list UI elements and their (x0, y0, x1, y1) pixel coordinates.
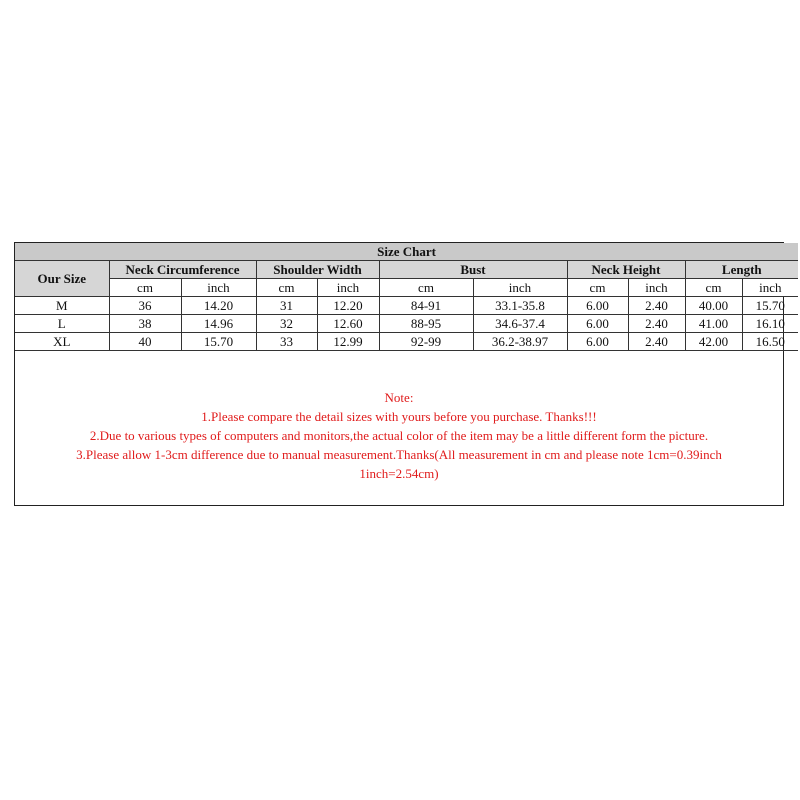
value-cell: 2.40 (628, 297, 685, 315)
value-cell: 15.70 (181, 333, 256, 351)
title-row (15, 243, 798, 261)
size-cell: XL (15, 333, 109, 351)
value-cell: 38 (109, 315, 181, 333)
shoulder-width-header: Shoulder Width (256, 261, 379, 279)
value-cell: 14.20 (181, 297, 256, 315)
value-cell: 41.00 (685, 315, 742, 333)
unit-cell: cm (567, 279, 628, 297)
value-cell: 92-99 (379, 333, 473, 351)
unit-cell: inch (317, 279, 379, 297)
value-cell: 88-95 (379, 315, 473, 333)
unit-row (15, 279, 798, 297)
value-cell: 33.1-35.8 (473, 297, 567, 315)
our-size-header: Our Size (15, 261, 109, 297)
table-row (15, 333, 798, 351)
value-cell: 12.20 (317, 297, 379, 315)
table-row (15, 315, 798, 333)
note-line-1: 1.Please compare the detail sizes with yours before you purchase. Thanks!!! (201, 409, 597, 424)
unit-cell: cm (685, 279, 742, 297)
note-heading: Note: (384, 390, 414, 405)
note-line-3: 3.Please allow 1-3cm difference due to manual measurement.Thanks(All measurement in cm and please note 1cm=0.39inch (76, 447, 722, 462)
bust-header: Bust (379, 261, 567, 279)
size-cell: M (15, 297, 109, 315)
value-cell: 6.00 (567, 333, 628, 351)
value-cell: 33 (256, 333, 317, 351)
size-cell: L (15, 315, 109, 333)
unit-cell: cm (379, 279, 473, 297)
notes-section (15, 388, 783, 483)
value-cell: 34.6-37.4 (473, 315, 567, 333)
table-row (15, 297, 798, 315)
group-header-row (15, 261, 798, 279)
value-cell: 2.40 (628, 315, 685, 333)
length-header: Length (685, 261, 798, 279)
neck-circumference-header: Neck Circumference (109, 261, 256, 279)
value-cell: 16.50 (742, 333, 798, 351)
value-cell: 31 (256, 297, 317, 315)
unit-cell: cm (256, 279, 317, 297)
value-cell: 40 (109, 333, 181, 351)
unit-cell: inch (181, 279, 256, 297)
value-cell: 84-91 (379, 297, 473, 315)
unit-cell: inch (473, 279, 567, 297)
unit-cell: inch (628, 279, 685, 297)
unit-cell: inch (742, 279, 798, 297)
value-cell: 32 (256, 315, 317, 333)
value-cell: 36 (109, 297, 181, 315)
note-line-3-continued: 1inch=2.54cm) (359, 466, 439, 481)
value-cell: 42.00 (685, 333, 742, 351)
value-cell: 6.00 (567, 297, 628, 315)
table-title: Size Chart (15, 243, 798, 261)
value-cell: 40.00 (685, 297, 742, 315)
value-cell: 12.99 (317, 333, 379, 351)
size-chart (14, 242, 784, 506)
unit-cell: cm (109, 279, 181, 297)
value-cell: 36.2-38.97 (473, 333, 567, 351)
size-table (15, 243, 798, 351)
value-cell: 14.96 (181, 315, 256, 333)
value-cell: 12.60 (317, 315, 379, 333)
value-cell: 2.40 (628, 333, 685, 351)
note-line-2: 2.Due to various types of computers and monitors,the actual color of the item may be a little different form the picture. (89, 428, 709, 443)
neck-height-header: Neck Height (567, 261, 685, 279)
value-cell: 15.70 (742, 297, 798, 315)
value-cell: 6.00 (567, 315, 628, 333)
value-cell: 16.10 (742, 315, 798, 333)
